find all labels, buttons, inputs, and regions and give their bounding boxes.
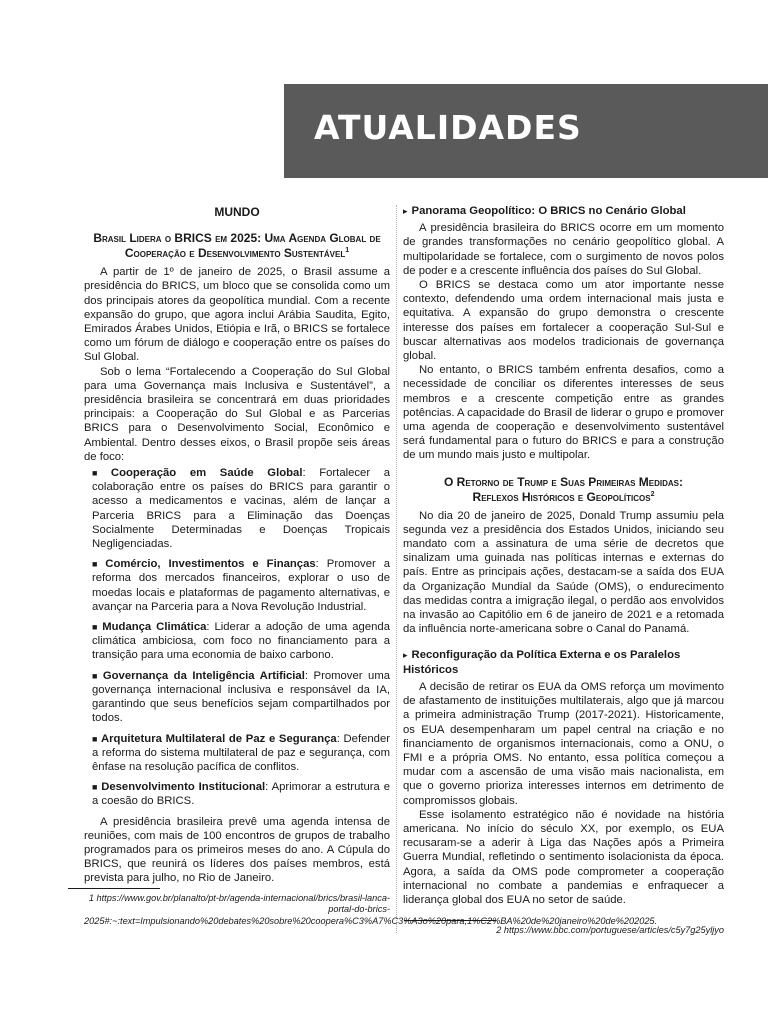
focus-term: Arquitetura Multilateral de Paz e Segurança [101,732,337,745]
article-title [84,231,390,261]
article-title-text: Reflexos Históricos e Geopolíticos [472,489,651,504]
triangle-right-icon: ▸ [403,206,408,216]
column-divider [396,205,397,933]
paragraph: A decisão de retirar os EUA da OMS reforça um movimento de afastamento de instituições multilaterais, algo que já marcou a primeira administração Trump (2017-2021). Historicamente, os EUA desempenharam um papel central na criação e no financiamento de organismos internacionais, como a ONU, o FMI e a própria OMS. No entanto, essa política começou a mudar com a ascensão de uma visão mais nacionalista, em que o governo prioriza interesses internos em detrimento de compromissos globais. [403,680,724,807]
article-title-line-2 [403,490,724,505]
focus-text: : Liderar a adoção de uma agenda climática ambiciosa, com foco no financiamento para a transição para uma economia de baixo carbono. [92,621,390,662]
page-title: ATUALIDADES [314,108,582,147]
header-banner [284,84,768,178]
subheading [403,204,724,218]
footnote-ref: 2 [650,490,655,498]
list-item [92,669,390,726]
list-item [92,780,390,808]
right-column [403,204,724,907]
list-item [92,732,390,775]
article-title-text: Brasil Lidera o BRICS em 2025: Uma Agenda Global de Cooperação e Desenvolvimento Sustentável [93,231,381,261]
focus-text: : Promover a reforma dos mercados financeiros, explorar o uso de moedas locais e plataformas de pagamento alternativas, e avançar na Parceria para a Nova Revolução Industrial. [92,558,391,613]
focus-term: Cooperação em Saúde Global [110,467,303,480]
footnote-1: 1 https://www.gov.br/planalto/pt-br/agenda-internacional/brics/brasil-lanca-portal-do-brics-2025#:~:text=Impulsionando%20debates%20sobre%20coopera%C3%A7%C3%A3o%20para,1%C2%BA%20de%20janeiro%20de%202025. [84,893,658,926]
list-item [92,620,390,663]
bullet-icon: ■ [92,733,98,744]
focus-term: Mudança Climática [102,621,207,634]
focus-text: : Aprimorar a estrutura e a coesão do BRICS. [92,781,390,808]
paragraph: O BRICS se destaca como um ator importante nesse contexto, defendendo uma ordem internacional mais justa e equitativa. A expansão do grupo demonstra o crescente interesse dos países em fortalecer a cooperação Sul-Sul e buscar alternativas aos modelos tradicionais de governança global. [403,279,724,363]
focus-term: Comércio, Investimentos e Finanças [105,558,316,571]
subheading [403,648,724,676]
footnote-ref: 1 [345,247,350,255]
footnote-rule [68,888,160,889]
focus-text: : Defender a reforma do sistema multilateral de paz e segurança, com ênfase na resolução pacífica de conflitos. [92,732,390,773]
bullet-icon: ■ [92,670,100,681]
footnote-2: 2 https://www.bbc.com/portuguese/articles/c5y7g25yljyo [496,925,724,935]
footnote-rule [404,920,496,921]
left-column [84,204,390,886]
section-label: MUNDO [214,205,260,219]
paragraph: A presidência brasileira do BRICS ocorre em um momento de grandes transformações no cenário geopolítico global. A multipolaridade se fortalece, com o surgimento de novos polos de poder e a crescente influência dos países do Sul Global. [403,222,724,277]
paragraph: Sob o lema “Fortalecendo a Cooperação do Sul Global para uma Governança mais Inclusiva e Sustentável”, a presidência brasileira se concentrará em duas prioridades principais: a Cooperação do Sul Global e as Parcerias BRICS para o Desenvolvimento Social, Econômico e Ambiental. Dentro desses eixos, o Brasil propõe seis áreas de foco: [84,365,390,463]
triangle-right-icon: ▸ [403,650,408,661]
focus-text: : Fortalecer a colaboração entre os países do BRICS para garantir o acesso a medicamentos e vacinas, além de lançar a Parceria BRICS para a Eliminação das Doenças Socialmente Determinadas e Doenças Tropicais Negligenciadas. [92,467,390,551]
bullet-icon: ■ [92,782,99,793]
list-item [92,557,390,614]
subheading-text: Reconfiguração da Política Externa e os Paralelos Históricos [403,649,681,676]
focus-term: Governança da Inteligência Artificial [102,669,305,682]
paragraph: No dia 20 de janeiro de 2025, Donald Trump assumiu pela segunda vez a presidência dos Estados Unidos, iniciando seu mandato com a assinatura de uma série de decretos que sinalizam uma guinada nas políticas internas e externas do país. Entre as principais ações, destacam-se a saída dos EUA da Organização Mundial da Saúde (OMS), o endurecimento das medidas contra a imigração ilegal, o perdão aos envolvidos na invasão ao Capitólio em 6 de janeiro de 2021 e a retomada da influência norte-americana sobre o Canal do Panamá. [403,509,724,636]
paragraph: Esse isolamento estratégico não é novidade na história americana. No início do século XX, por exemplo, os EUA recusaram-se a aderir à Liga das Nações após a Primeira Guerra Mundial, refletindo o sentimento isolacionista da época. Agora, a saída da OMS pode comprometer a cooperação internacional no combate a pandemias e enfraquecer a liderança global dos EUA no setor de saúde. [403,808,724,906]
bullet-icon: ■ [92,559,103,570]
paragraph: A partir de 1º de janeiro de 2025, o Brasil assume a presidência do BRICS, um bloco que se consolida como um dos principais atores da geopolítica mundial. Com a recente expansão do grupo, que agora inclui Arábia Saudita, Egito, Emirados Árabes Unidos, Etiópia e Irã, o BRICS se fortalece como um fórum de diálogo e cooperação entre os países do Sul Global. [84,266,390,364]
bullet-icon: ■ [92,622,100,633]
article-title [403,475,724,505]
article-title-line: O Retorno de Trump e Suas Primeiras Medidas: [444,474,683,489]
bullet-icon: ■ [92,468,108,479]
list-item [92,466,390,551]
paragraph: A presidência brasileira prevê uma agenda intensa de reuniões, com mais de 100 encontros de grupos de trabalho programados para os primeiros meses do ano. A Cúpula do BRICS, que reunirá os líderes dos países membros, está prevista para julho, no Rio de Janeiro. [84,815,390,885]
focus-areas-list [84,466,390,808]
focus-term: Desenvolvimento Institucional [101,781,266,794]
paragraph: No entanto, o BRICS também enfrenta desafios, como a necessidade de conciliar os diferentes interesses de seus membros e a crescente competição entre as grandes potências. A capacidade do Brasil de liderar o grupo e promover uma agenda de cooperação e desenvolvimento sustentável será fundamental para o futuro do BRICS e para a construção de um mundo mais justo e multipolar. [403,364,724,462]
subheading-text: Panorama Geopolítico: O BRICS no Cenário Global [411,205,686,217]
focus-text: : Promover uma governança internacional inclusiva e responsável da IA, garantindo que seus benefícios sejam compartilhados por todos. [92,669,391,725]
